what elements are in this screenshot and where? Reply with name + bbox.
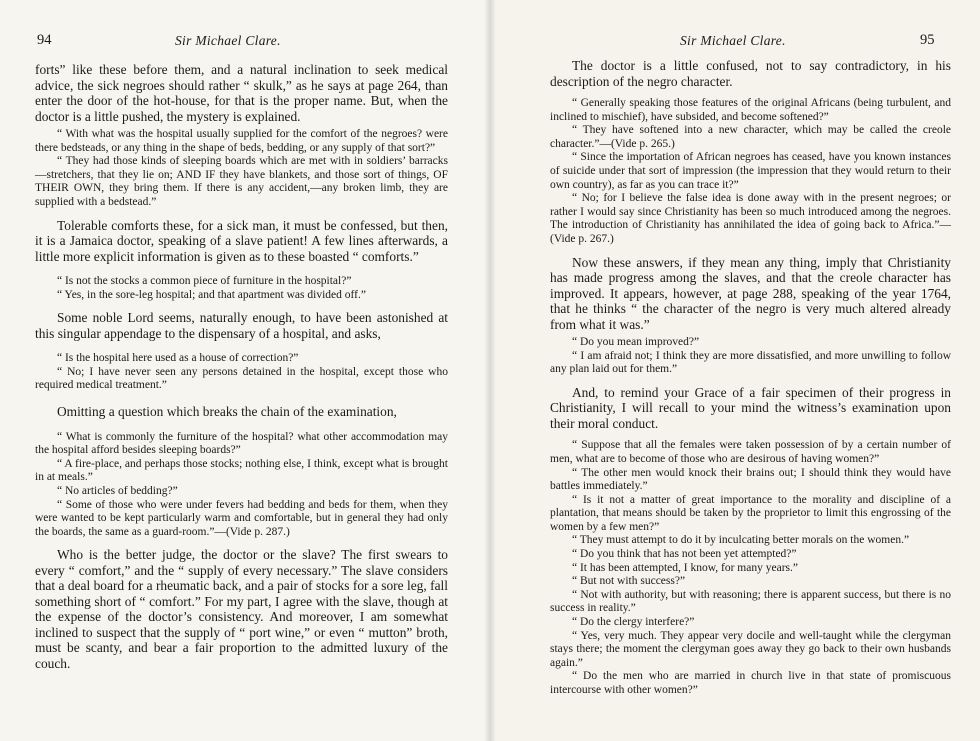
paragraph: The doctor is a little confused, not to say contradictory, in his description of the negro character. [550,58,951,89]
page-number: 94 [37,32,52,48]
quoted-testimony: “ I am afraid not; I think they are more dissatisfied, and more unwilling to follow any plan laid out for them.” [550,349,951,376]
paragraph: Now these answers, if they mean any thing, imply that Christianity has made progress among the slaves, and that the creole character has improved. It appears, however, at page 288, speaking of the year 1764, that he thinks “ the character of the negro is very much altered already from what it was.” [550,254,951,332]
quoted-testimony: “ Generally speaking those features of the original Africans (being turbulent, and inclined to mischief), have subsided, and become softened?” [550,97,951,123]
paragraph: Omitting a question which breaks the chain of the examination, [57,404,397,420]
page-body [35,62,448,671]
quoted-testimony: “ Is it not a matter of great importance to the morality and discipline of a plantation, that means should be taken by the proprietor to limit this engrossing of the women by a few men?” [550,493,951,533]
quoted-testimony: “ They have softened into a new character, which may be called the creole character.”—(Vide p. 265.) [550,124,951,150]
quoted-testimony: “ Do you think that has not been yet attempted?” [572,548,797,561]
quoted-testimony: “ Yes, in the sore-leg hospital; and that apartment was divided off.” [57,288,366,301]
quoted-testimony: “ No; I have never seen any persons detained in the hospital, except those who required medical treatment.” [35,365,448,392]
quoted-testimony: “ It has been attempted, I know, for many years.” [572,561,798,574]
paragraph: Who is the better judge, the doctor or the slave? The first swears to every “ comfort,” and the “ supply of every necessary.” The slave considers that a deal board for a rheumatic back, and a pair of stocks for a sore leg, fall something short of “ comfort.” For my part, I agree with the slave, though at the expense of the doctor’s consistency. And moreover, I am somewhat inclined to suspect that the supply of “ port wine,” or even “ mutton” broth, must be scanty, and bear a fair proportion to the admitted luxury of the couch. [35,547,448,671]
quoted-testimony: “ But not with success?” [572,575,686,588]
quoted-testimony: “ Suppose that all the females were taken possession of by a certain number of men, what are to become of those who are desirous of having women?” [550,439,951,465]
quoted-testimony: “ Is the hospital here used as a house of correction?” [57,352,299,365]
quoted-testimony: “ Do the clergy interfere?” [572,616,695,629]
quoted-testimony: “ A fire-place, and perhaps those stocks; nothing else, I think, except what is brought in at meals.” [35,457,448,484]
quoted-testimony: “ Not with authority, but with reasoning; there is apparent success, but there is no success in reality.” [550,588,951,615]
quoted-testimony: “ The other men would knock their brains out; I should think they would have battles immediately.” [550,466,951,493]
quoted-testimony: “ Since the importation of African negroes has ceased, have you known instances of suicide under that sort of impression (the impression that they would return to their own country), as far as you can trace it?” [550,151,951,191]
quoted-testimony: “ Do you mean improved?” [572,336,700,349]
paragraph: And, to remind your Grace of a fair specimen of their progress in Christianity, I will recall to your mind the witness’s examination upon their moral conduct. [550,384,951,431]
running-title: Sir Michael Clare. [175,33,281,48]
right-page [490,0,980,741]
book-gutter [484,0,496,741]
paragraph: forts” like these before them, and a natural inclination to seek medical advice, the sick negroes should rather “ skulk,” as he says at page 264, than enter the door of the hot-house, for that is the proper name. But, when the doctor is a little pushed, the mystery is explained. [35,62,448,124]
quoted-testimony: “ Some of those who were under fevers had bedding and beds for them, when they were wanted to be kept particularly warm and comfortable, but in general they had only the boards, the same as a guard-room.”—(Vide p. 287.) [35,498,448,538]
quoted-testimony: “ No; for I believe the false idea is done away with in the present negroes; or rather I would say since Christianity has been so much introduced among the negroes. The introduction of Christianity has annihilated the idea of going back to Africa.”—(Vide p. 267.) [550,192,951,245]
paragraph: Tolerable comforts these, for a sick man, it must be confessed, but then, it is a Jamaica doctor, speaking of a slave patient! A few lines afterwards, a little more explicit information is given as to these boasted “ comforts.” [35,217,448,264]
quoted-testimony: “ Is not the stocks a common piece of furniture in the hospital?” [57,275,352,288]
page-number: 95 [920,32,935,48]
quoted-testimony: “ With what was the hospital usually supplied for the comfort of the negroes? were there bedsteads, or any thing in the shape of beds, bedding, or any supply of that sort?” [35,128,448,154]
quoted-testimony: “ They had those kinds of sleeping boards which are met with in soldiers’ barracks—stretchers, that they lie on; AND IF they have blankets, and those sort of things, OF THEIR OWN, they bring them. If there is any accident,—any broken limb, they are supplied with a bedstead.” [35,155,448,208]
page-body [550,58,951,698]
running-title: Sir Michael Clare. [680,33,786,48]
quoted-testimony: “ Do the men who are married in church live in that state of promiscuous intercourse with other women?” [550,670,951,696]
paragraph: Some noble Lord seems, naturally enough, to have been astonished at this singular appendage to the dispensary of a hospital, and asks, [35,310,448,341]
quoted-testimony: “ They must attempt to do it by inculcating better morals on the women.” [572,534,910,547]
quoted-testimony: “ Yes, very much. They appear very docile and well-taught while the clergyman stays there; the moment the clergyman goes away they go back to their own husbands again.” [550,629,951,669]
quoted-testimony: “ No articles of bedding?” [57,484,178,497]
quoted-testimony: “ What is commonly the furniture of the hospital? what other accommodation may the hospital afford besides sleeping boards?” [35,430,448,457]
